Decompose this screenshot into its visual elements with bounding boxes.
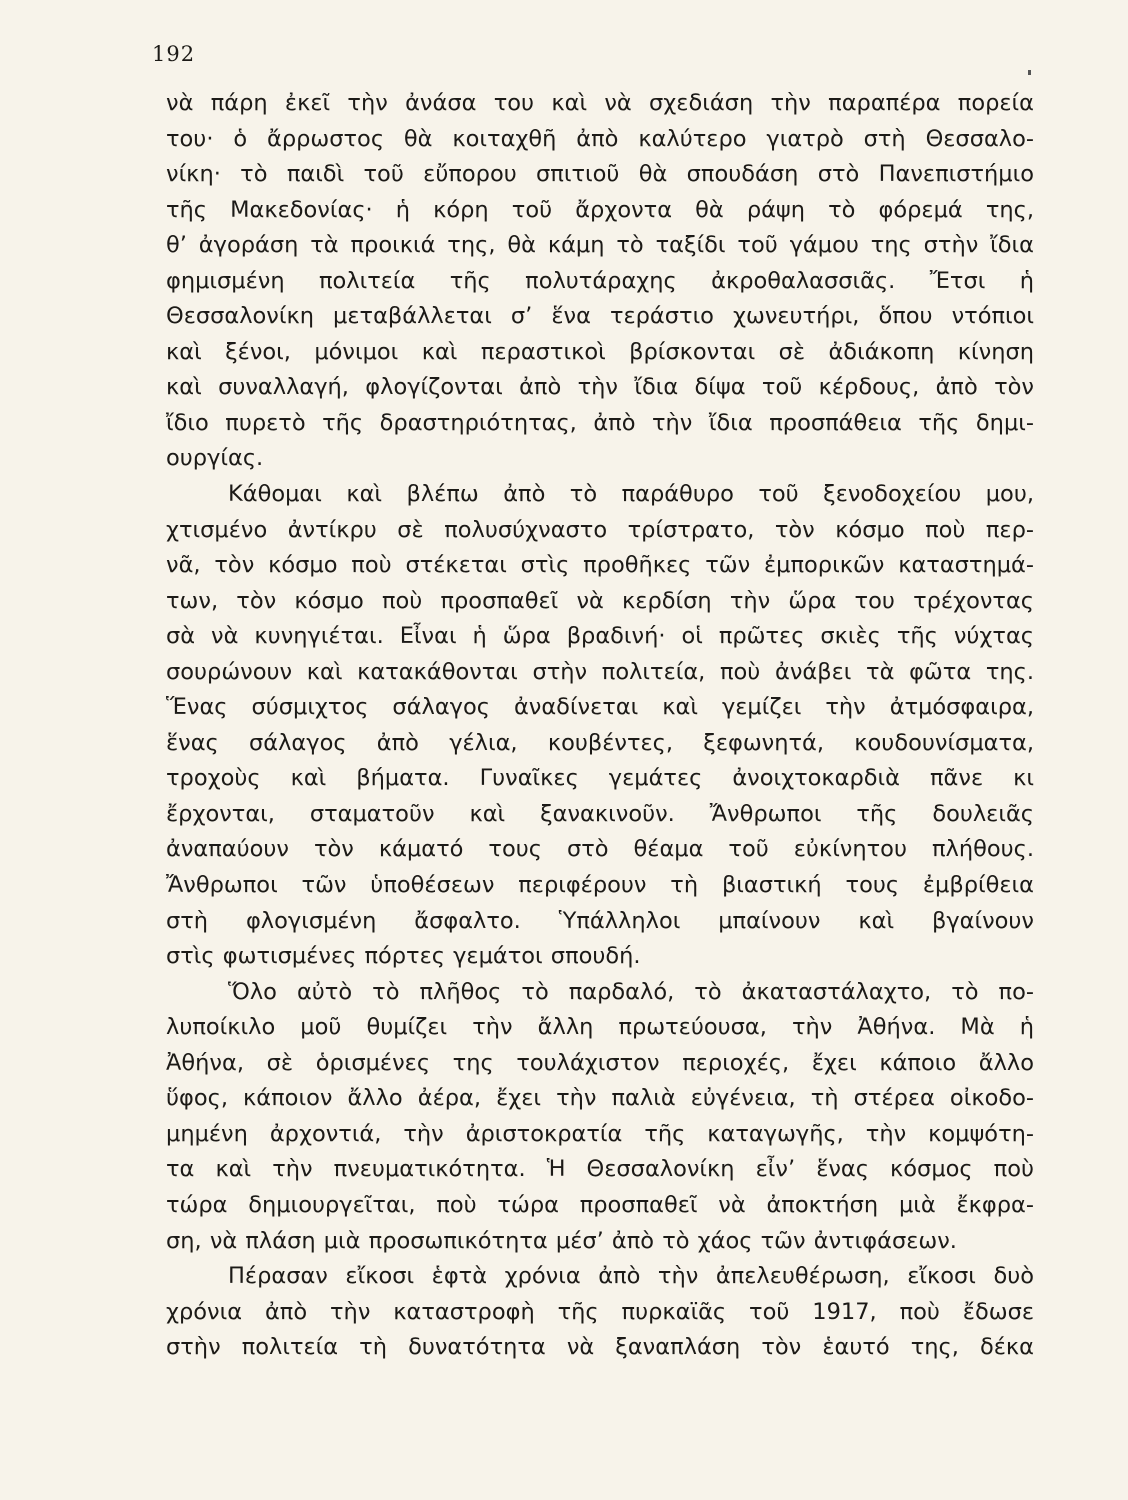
- text-line: τῆς Μακεδονίας· ἡ κόρη τοῦ ἄρχοντα θὰ ράψη τὸ φόρεμά της,: [166, 196, 1034, 223]
- text-line: ἀναπαύουν τὸν κάματό τους στὸ θέαμα τοῦ εὐκίνητου πλήθους.: [166, 836, 1034, 863]
- text-line: ἕνας σάλαγος ἀπὸ γέλια, κουβέντες, ξεφωνητά, κουδουνίσματα,: [166, 729, 1034, 756]
- text-line: μημένη ἀρχοντιά, τὴν ἀριστοκρατία τῆς καταγωγῆς, τὴν κομψότη-: [166, 1120, 1034, 1147]
- text-line: τροχοὺς καὶ βήματα. Γυναῖκες γεμάτες ἀνοιχτοκαρδιὰ πᾶνε κι: [166, 765, 1034, 792]
- print-speck: [1028, 70, 1031, 75]
- text-line: Ἄνθρωποι τῶν ὑποθέσεων περιφέρουν τὴ βιαστική τους ἐμβρίθεια: [166, 872, 1034, 899]
- text-line: των, τὸν κόσμο ποὺ προσπαθεῖ νὰ κερδίση τὴν ὥρα του τρέχοντας: [166, 587, 1034, 614]
- text-line: στὴν πολιτεία τὴ δυνατότητα νὰ ξαναπλάση τὸν ἑαυτό της, δέκα: [166, 1334, 1034, 1361]
- text-line: σουρώνουν καὶ κατακάθονται στὴν πολιτεία, ποὺ ἀνάβει τὰ φῶτα της.: [166, 658, 1034, 685]
- text-line: Πέρασαν εἴκοσι ἑφτὰ χρόνια ἀπὸ τὴν ἀπελευθέρωση, εἴκοσι δυὸ: [228, 1263, 1034, 1290]
- text-line: νᾶ, τὸν κόσμο ποὺ στέκεται στὶς προθῆκες τῶν ἐμπορικῶν καταστημά-: [166, 552, 1034, 579]
- text-line: Θεσσαλονίκη μεταβάλλεται σ’ ἕνα τεράστιο χωνευτήρι, ὅπου ντόπιοι: [166, 303, 1034, 330]
- text-line: λυποίκιλο μοῦ θυμίζει τὴν ἄλλη πρωτεύουσα, τὴν Ἀθήνα. Μὰ ἡ: [166, 1014, 1034, 1041]
- text-line: τώρα δημιουργεῖται, ποὺ τώρα προσπαθεῖ νὰ ἀποκτήση μιὰ ἔκφρα-: [166, 1191, 1034, 1218]
- text-line: χτισμένο ἀντίκρυ σὲ πολυσύχναστο τρίστρατο, τὸν κόσμο ποὺ περ-: [166, 516, 1034, 543]
- text-line: ἔρχονται, σταματοῦν καὶ ξανακινοῦν. Ἄνθρωποι τῆς δουλειᾶς: [166, 800, 1034, 827]
- text-line: σὰ νὰ κυνηγιέται. Εἶναι ἡ ὥρα βραδινή· οἱ πρῶτες σκιὲς τῆς νύχτας: [166, 623, 1034, 650]
- text-line: Ἕνας σύσμιχτος σάλαγος ἀναδίνεται καὶ γεμίζει τὴν ἀτμόσφαιρα,: [166, 694, 1034, 721]
- text-line: ουργίας.: [166, 445, 264, 472]
- text-line: καὶ συναλλαγή, φλογίζονται ἀπὸ τὴν ἴδια δίψα τοῦ κέρδους, ἀπὸ τὸν: [166, 374, 1034, 401]
- text-line: χρόνια ἀπὸ τὴν καταστροφὴ τῆς πυρκαϊᾶς τοῦ 1917, ποὺ ἔδωσε: [166, 1298, 1034, 1325]
- page-number: 192: [152, 42, 196, 66]
- text-line: φημισμένη πολιτεία τῆς πολυτάραχης ἀκροθαλασσιᾶς. Ἔτσι ἡ: [166, 267, 1034, 294]
- text-line: ση, νὰ πλάση μιὰ προσωπικότητα μέσ’ ἀπὸ τὸ χάος τῶν ἀντιφάσεων.: [166, 1227, 957, 1254]
- text-line: Ὅλο αὐτὸ τὸ πλῆθος τὸ παρδαλό, τὸ ἀκαταστάλαχτο, τὸ πο-: [228, 978, 1034, 1005]
- text-line: στὴ φλογισμένη ἄσφαλτο. Ὑπάλληλοι μπαίνουν καὶ βγαίνουν: [166, 907, 1034, 934]
- text-line: του· ὁ ἄρρωστος θὰ κοιταχθῆ ἀπὸ καλύτερο γιατρὸ στὴ Θεσσαλο-: [166, 125, 1034, 152]
- text-line: Κάθομαι καὶ βλέπω ἀπὸ τὸ παράθυρο τοῦ ξενοδοχείου μου,: [228, 481, 1034, 508]
- text-line: ὕφος, κάποιον ἄλλο ἀέρα, ἔχει τὴν παλιὰ εὐγένεια, τὴ στέρεα οἰκοδο-: [166, 1085, 1034, 1112]
- body-text: [166, 86, 1034, 1366]
- text-line: θ’ ἀγοράση τὰ προικιά της, θὰ κάμη τὸ ταξίδι τοῦ γάμου της στὴν ἴδια: [166, 232, 1034, 259]
- text-line: νίκη· τὸ παιδὶ τοῦ εὔπορου σπιτιοῦ θὰ σπουδάση στὸ Πανεπιστήμιο: [166, 161, 1034, 188]
- text-line: Ἀθήνα, σὲ ὁρισμένες της τουλάχιστον περιοχές, ἔχει κάποιο ἄλλο: [166, 1049, 1034, 1076]
- text-line: νὰ πάρη ἐκεῖ τὴν ἀνάσα του καὶ νὰ σχεδιάση τὴν παραπέρα πορεία: [166, 90, 1034, 116]
- text-line: στὶς φωτισμένες πόρτες γεμάτοι σπουδή.: [166, 943, 641, 970]
- text-line: καὶ ξένοι, μόνιμοι καὶ περαστικοὶ βρίσκονται σὲ ἀδιάκοπη κίνηση: [166, 338, 1034, 365]
- text-line: ἴδιο πυρετὸ τῆς δραστηριότητας, ἀπὸ τὴν ἴδια προσπάθεια τῆς δημι-: [166, 409, 1034, 436]
- text-line: τα καὶ τὴν πνευματικότητα. Ἡ Θεσσαλονίκη εἶν’ ἕνας κόσμος ποὺ: [166, 1156, 1034, 1183]
